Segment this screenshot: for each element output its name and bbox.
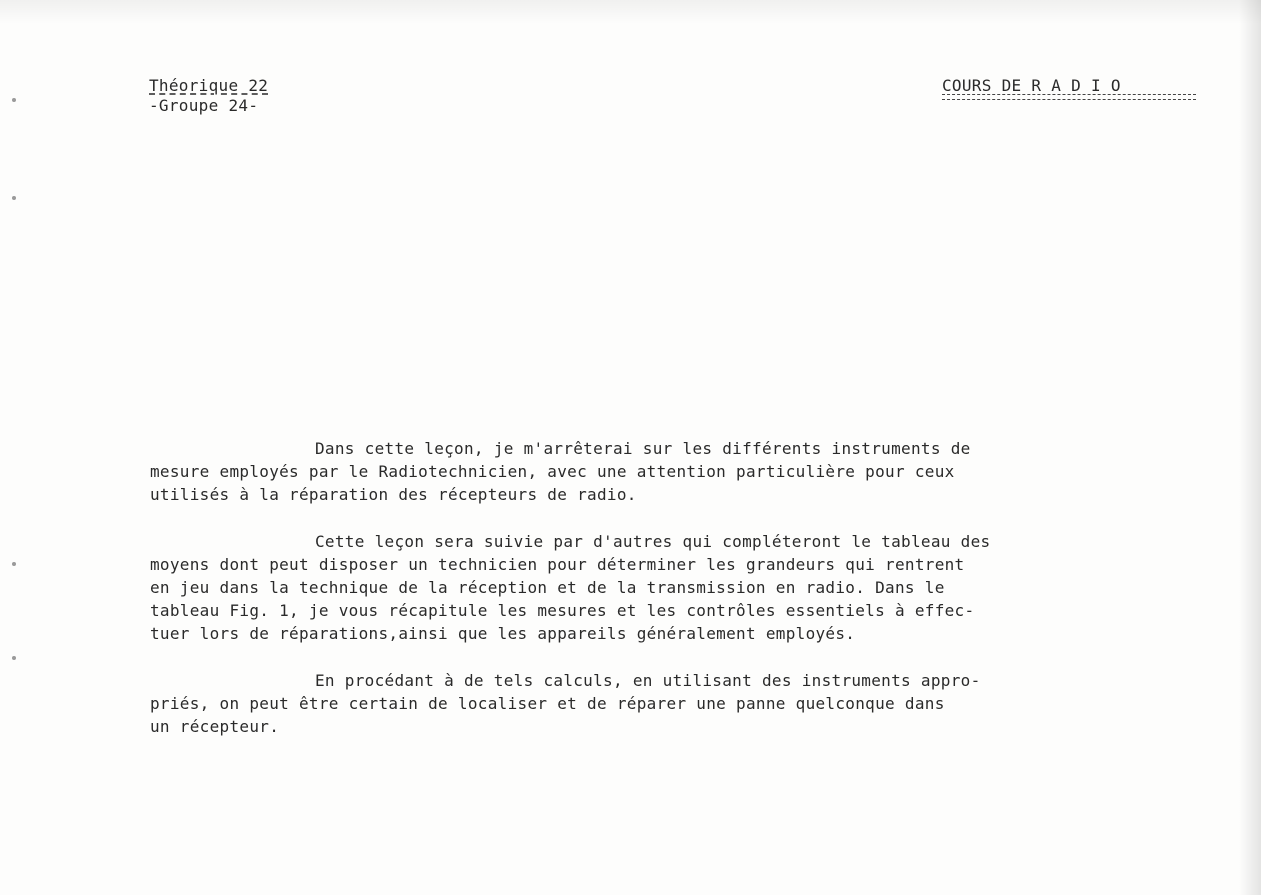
- punch-mark: [12, 656, 16, 660]
- paragraph-first-line: Cette leçon sera suivie par d'autres qui compléteront le tableau des: [315, 532, 991, 551]
- paragraph-text: mesure employés par le Radiotechnicien, avec une attention particulière pour ceux utilisés à la réparation des récepteurs de radio.: [150, 462, 955, 504]
- paragraph-first-line: En procédant à de tels calculs, en utilisant des instruments appro-: [315, 671, 981, 690]
- paragraph-first-line: Dans cette leçon, je m'arrêterai sur les différents instruments de: [315, 439, 971, 458]
- punch-mark: [12, 98, 16, 102]
- punch-mark: [12, 196, 16, 200]
- paragraph-text: priés, on peut être certain de localiser et de réparer une panne quelconque dans un récepteur.: [150, 694, 945, 736]
- course-title-block: [942, 76, 1121, 96]
- paragraph: [150, 530, 1200, 645]
- scan-shadow-right: [1239, 0, 1261, 895]
- course-title: COURS DE R A D I O: [942, 76, 1121, 95]
- paragraph: [150, 437, 1200, 506]
- group-number: -Groupe 24-: [149, 96, 259, 115]
- paragraph: [150, 669, 1200, 738]
- lesson-reference: [149, 76, 268, 116]
- punch-mark: [12, 562, 16, 566]
- lesson-number: Théorique 22: [149, 76, 269, 95]
- lesson-body: [150, 437, 1200, 762]
- paragraph-text: moyens dont peut disposer un technicien pour déterminer les grandeurs qui rentrent en jeu dans la technique de la réception et de la transmission en radio. Dans le tableau Fig. 1, je vous récapitule les mesures et les contrôles essentiels à effec- tuer lors de réparations,ainsi que les appareils généralement employés.: [150, 555, 975, 643]
- scan-shadow-top: [0, 0, 1261, 24]
- course-title-underline: [942, 94, 1196, 100]
